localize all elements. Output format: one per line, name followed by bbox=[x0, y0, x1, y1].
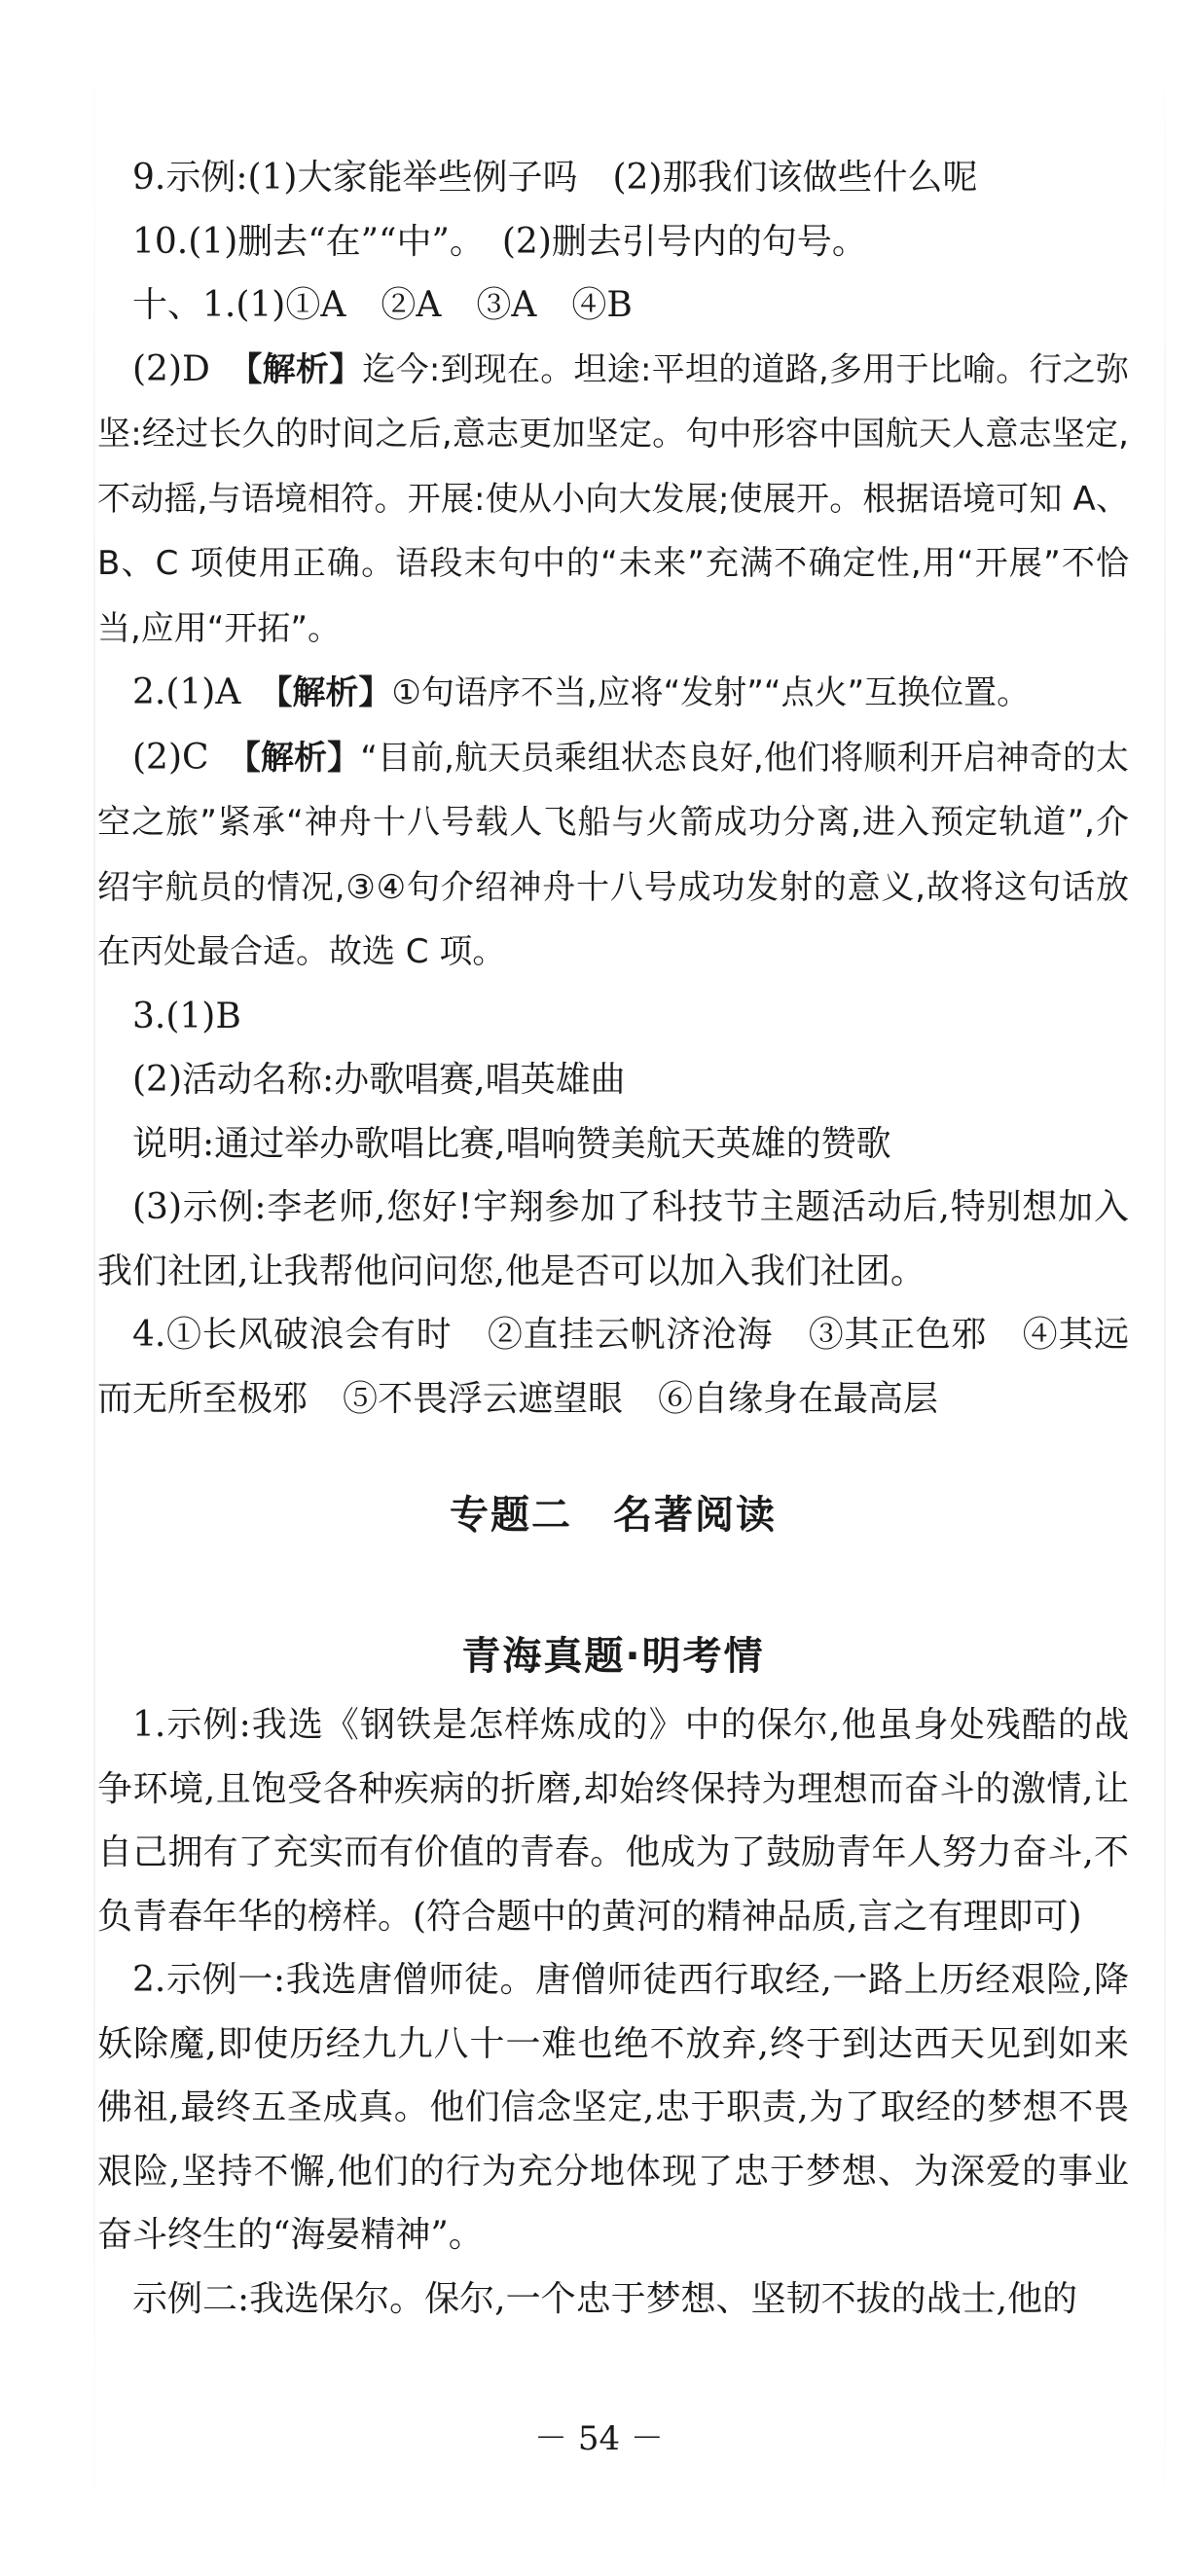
analysis-tag: 【解析】 bbox=[243, 738, 361, 778]
section-header bbox=[97, 1431, 1129, 1581]
answer-label: 2.(1)A bbox=[132, 672, 241, 712]
answer-q3-2-note: 说明:通过举办歌唱比赛,唱响赞美航天英雄的赞歌 bbox=[132, 1123, 891, 1164]
subsection-header bbox=[97, 1581, 1129, 1693]
answer-b3: 示例二:我选保尔。保尔,一个忠于梦想、坚韧不拔的战士,他的 bbox=[132, 2278, 1078, 2319]
answer-b1: 1.示例:我选《钢铁是怎样炼成的》中的保尔,他虽身处残酷的战争环境,且饱受各种疾病的折磨,却始终保持为理想而奋斗的激情,让自己拥有了充实而有价值的青春。他成为了鼓励青年人努力奋斗,不负青春年华的榜样。(符合题中的黄河的精神品质,言之有理即可) bbox=[97, 1705, 1129, 1937]
answer-q9: 9.示例:(1)大家能举些例子吗 (2)那我们该做些什么呢 bbox=[132, 158, 978, 198]
answer-q3-3: (3)示例:李老师,您好!宇翔参加了科技节主题活动后,特别想加入我们社团,让我帮他问问您,他是否可以加入我们社团。 bbox=[97, 1187, 1129, 1291]
analysis-tag: 【解析】 bbox=[245, 349, 363, 389]
subsection-title: 青海真题·明考情 bbox=[461, 1634, 765, 1679]
answer-q10-1: 十、1.(1)①A ②A ③A ④B bbox=[132, 285, 633, 325]
answer-q10: 10.(1)删去“在”“中”。 (2)删去引号内的句号。 bbox=[132, 221, 867, 262]
page-number: － 54 － bbox=[534, 2419, 664, 2458]
answer-q3-1: 3.(1)B bbox=[132, 996, 241, 1036]
answer-label: (2)D bbox=[132, 348, 210, 389]
answer-q4: 4.①长风破浪会有时 ②直挂云帆济沧海 ③其正色邪 ④其远而无所至极邪 ⑤不畏浮云遮望眼 ⑥自缘身在最高层 bbox=[97, 1315, 1129, 1419]
scan-edge-left bbox=[93, 0, 95, 2576]
analysis-text: 迄今:到现在。坦途:平坦的道路,多用于比喻。行之弥坚:经过长久的时间之后,意志更加坚定。句中形容中国航天人意志坚定,不动摇,与语境相符。开展:使从小向大发展;使展开。根据语境可知 A、B、C 项使用正确。语段末句中的“未来”充满不确定性,用“开展”不恰当,应用“开拓”。 bbox=[97, 349, 1130, 648]
section-title: 专题二 名著阅读 bbox=[450, 1493, 777, 1538]
analysis-text: “目前,航天员乘组状态良好,他们将顺利开启神奇的太空之旅”紧承“神舟十八号载人飞船与火箭成功分离,进入预定轨道”,介绍宇航员的情况,③④句介绍神舟十八号成功发射的意义,故将这句话放在丙处最合适。故选 C 项。 bbox=[97, 738, 1129, 971]
answer-label: (2)C bbox=[132, 737, 209, 778]
answer-q2-2 bbox=[97, 726, 1129, 985]
answer-b2: 2.示例一:我选唐僧师徒。唐僧师徒西行取经,一路上历经艰险,降妖除魔,即使历经九九八十一难也绝不放弃,终于到达西天见到如来佛祖,最终五圣成真。他们信念坚定,忠于职责,为了取经的梦想不畏艰险,坚持不懈,他们的行为充分地体现了忠于梦想、为深爱的事业奋斗终生的“海晏精神”。 bbox=[97, 1960, 1129, 2255]
answer-q1-2 bbox=[97, 338, 1129, 662]
answer-q2-1 bbox=[97, 661, 1129, 726]
scan-edge-right bbox=[1164, 0, 1166, 2576]
analysis-text: ①句语序不当,应将“发射”“点火”互换位置。 bbox=[391, 673, 1031, 712]
answer-content bbox=[97, 146, 1129, 2331]
analysis-tag: 【解析】 bbox=[275, 673, 392, 712]
answer-q3-2: (2)活动名称:办歌唱赛,唱英雄曲 bbox=[132, 1060, 626, 1100]
